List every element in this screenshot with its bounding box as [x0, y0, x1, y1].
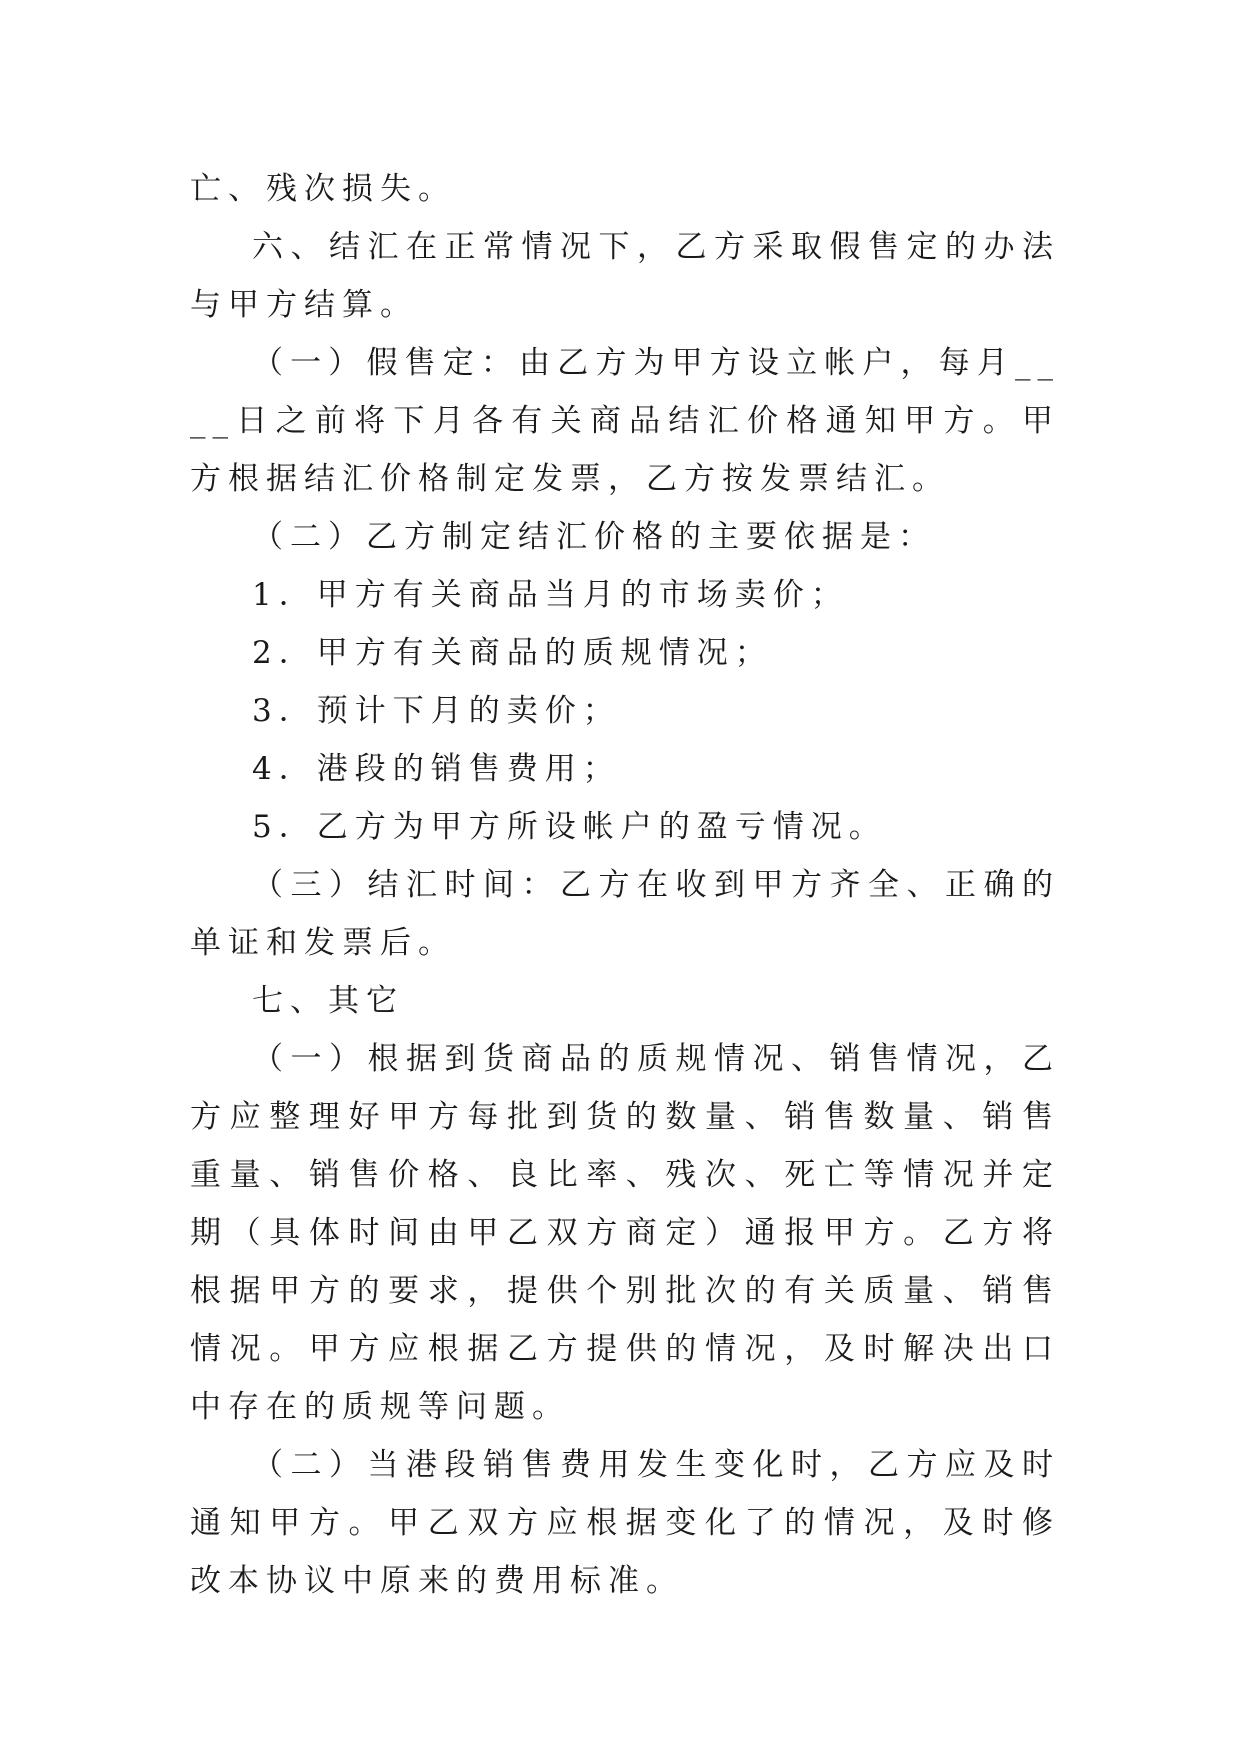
list-item-basis-4: 4．港段的销售费用； — [252, 751, 621, 787]
list-item-basis-1: 1．甲方有关商品当月的市场卖价； — [252, 577, 849, 613]
paragraph-loss-clause: 亡、残次损失。 — [190, 171, 456, 207]
paragraph-6-3-settlement-time: （三）结汇时间：乙方在收到甲方齐全、正确的单证和发票后。 — [190, 867, 1060, 961]
heading-section-7-other: 七、其它 — [252, 983, 404, 1019]
paragraph-6-1-provisional-sale: （一）假售定：由乙方为甲方设立帐户，每月____日之前将下月各有关商品结汇价格通知甲方。甲方根据结汇价格制定发票，乙方按发票结汇。 — [190, 345, 1060, 497]
paragraph-section-6-settlement: 六、结汇在正常情况下，乙方采取假售定的办法与甲方结算。 — [190, 229, 1060, 323]
list-item-basis-3: 3．预计下月的卖价； — [252, 693, 621, 729]
paragraph-6-2-pricing-basis: （二）乙方制定结汇价格的主要依据是： — [252, 519, 936, 555]
list-item-basis-2: 2．甲方有关商品的质规情况； — [252, 635, 773, 671]
paragraph-7-1-reporting: （一）根据到货商品的质规情况、销售情况，乙方应整理好甲方每批到货的数量、销售数量、销售重量、销售价格、良比率、残次、死亡等情况并定期（具体时间由甲乙双方商定）通报甲方。乙方将根据甲方的要求，提供个别批次的有关质量、销售情况。甲方应根据乙方提供的情况，及时解决出口中存在的质规等问题。 — [190, 1041, 1060, 1425]
document-body — [190, 160, 1060, 1610]
list-item-basis-5: 5．乙方为甲方所设帐户的盈亏情况。 — [252, 809, 887, 845]
paragraph-7-2-fee-changes: （二）当港段销售费用发生变化时，乙方应及时通知甲方。甲乙双方应根据变化了的情况，及时修改本协议中原来的费用标准。 — [190, 1447, 1060, 1599]
